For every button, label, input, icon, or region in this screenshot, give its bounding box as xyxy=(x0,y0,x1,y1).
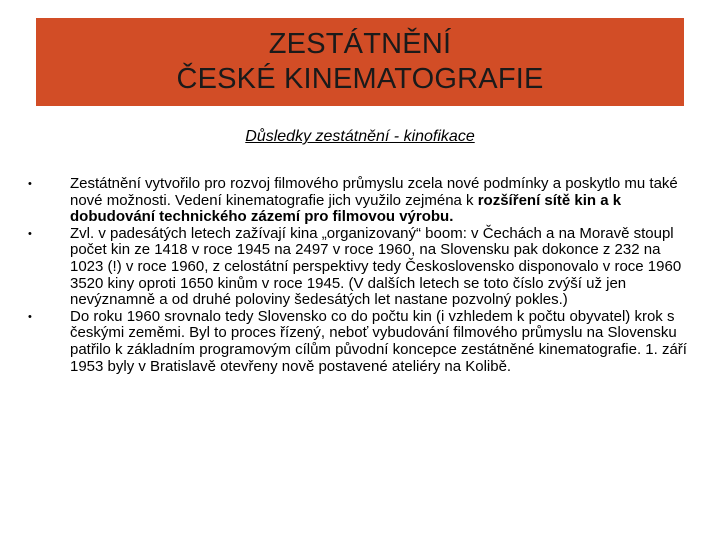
bullet-text-1 xyxy=(70,175,678,225)
bullet-dot-icon: • xyxy=(28,310,32,323)
bullet-1-bold-text: rozšíření sítě kin a k dobudování technického zázemí pro filmovou výrobu. xyxy=(70,191,622,226)
bullet-item-3 xyxy=(28,309,688,375)
bullet-dot-icon: • xyxy=(28,227,32,240)
title-line-1: ZESTÁTNĚNÍ xyxy=(268,28,452,60)
bullet-text-2 xyxy=(70,225,681,308)
bullet-3-text: Do roku 1960 srovnalo tedy Slovensko co do počtu kin (i vzhledem k počtu obyvatel) krok s českými zeměmi. Byl to proces řízený, neboť vybudování filmového průmyslu na Slovensku patřilo k základním programovým cílům původní koncepce zestátněné kinematografie. 1. září 1953 byly v Bratislavě otevřeny nově postavené ateliéry na Kolibě. xyxy=(70,307,687,375)
title-banner xyxy=(36,18,684,106)
bullet-dot-icon: • xyxy=(28,178,32,190)
bullet-item-1 xyxy=(28,176,688,226)
bullet-2-text: Zvl. v padesátých letech zažívají kina „organizovaný“ boom: v Čechách a na Moravě stoupl počet kin ze 1418 v roce 1945 na 2497 v roce 1960, na Slovensku pak dokonce z 232 na 1023 (!) v roce 1960, z celostátní perspektivy tedy Československo disponovalo v roce 1960 3520 kiny oproti 1650 kinům v roce 1945. (V dalších letech se toto číslo zvýší už jen nevýznamně a od druhé poloviny šedesátých let nastane pozvolný pokles.) xyxy=(70,224,682,309)
title-line-2: ČESKÉ KINEMATOGRAFIE xyxy=(176,63,544,95)
bullet-text-3 xyxy=(70,308,687,375)
bullet-item-2 xyxy=(28,226,688,309)
bullet-1-text: Zestátnění vytvořilo pro rozvoj filmového průmyslu zcela nové podmínky a poskytlo mu také nové možnosti. Vedení kinematografie jich využilo zejména k xyxy=(70,175,678,209)
bullet-list xyxy=(28,176,688,375)
subtitle: Důsledky zestátnění - kinofikace xyxy=(245,128,475,145)
